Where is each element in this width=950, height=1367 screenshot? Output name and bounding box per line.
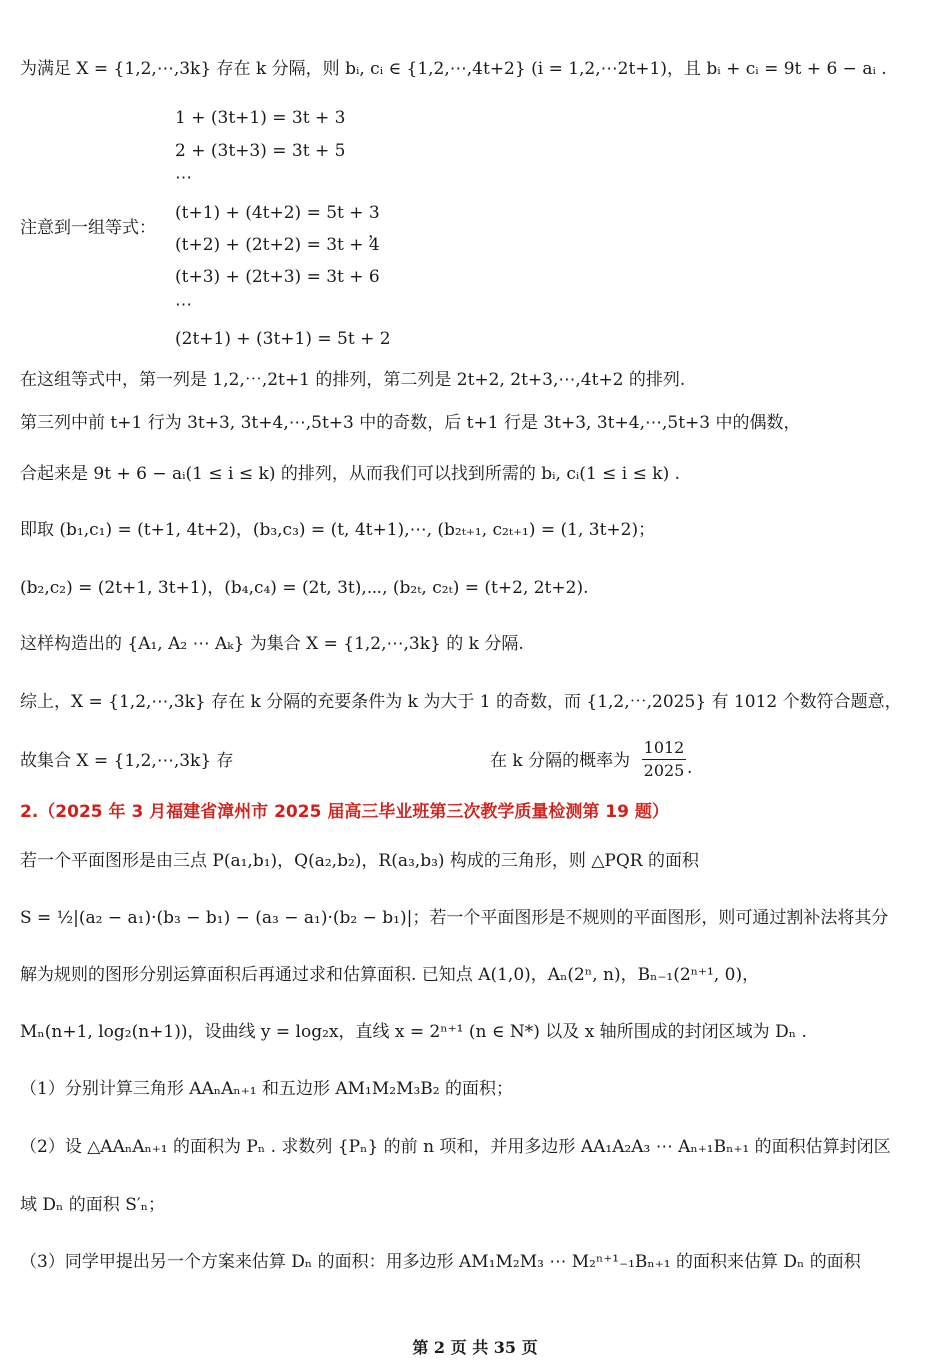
page-number: 第 2 页 共 35 页	[412, 1338, 538, 1357]
problem-heading: 2.（2025 年 3 月福建省漳州市 2025 届高三毕业班第三次教学质量检测第 19 题）	[20, 802, 669, 822]
text-line: 综上，X = {1,2,⋯,3k} 存在 k 分隔的充要条件为 k 为大于 1 的奇数，而 {1,2,⋯,2025} 有 1012 个数符合题意，	[20, 692, 902, 712]
text-line: 注意到一组等式：	[20, 218, 156, 238]
ellipsis: ⋯	[175, 295, 192, 315]
comma: ，	[368, 222, 385, 242]
text-line: 合起来是 9t + 6 − aᵢ(1 ≤ i ≤ k) 的排列，从而我们可以找到所需的 bᵢ, cᵢ(1 ≤ i ≤ k) .	[20, 464, 681, 484]
text-line: 若一个平面图形是由三点 P(a₁,b₁)，Q(a₂,b₂)，R(a₃,b₃) 构成的三角形，则 △PQR 的面积	[20, 851, 699, 871]
text-line: 在 k 分隔的概率为	[490, 751, 631, 771]
question-3: （3）同学甲提出另一个方案来估算 Dₙ 的面积：用多边形 AM₁M₂M₃ ⋯ M₂ⁿ⁺¹₋₁Bₙ₊₁ 的面积来估算 Dₙ 的面积	[20, 1252, 861, 1272]
text-line: S = ½|(a₂ − a₁)·(b₃ − b₁) − (a₃ − a₁)·(b₂ − b₁)|；若一个平面图形是不规则的平面图形，则可通过割补法将其分	[20, 908, 889, 928]
question-1: （1）分别计算三角形 AAₙAₙ₊₁ 和五边形 AM₁M₂M₃B₂ 的面积；	[20, 1079, 514, 1099]
text-line: 在这组等式中，第一列是 1,2,⋯,2t+1 的排列，第二列是 2t+2, 2t+3,⋯,4t+2 的排列.	[20, 370, 686, 390]
text-line: 为满足 X = {1,2,⋯,3k} 存在 k 分隔，则 bᵢ, cᵢ ∈ {1,2,⋯,4t+2} (i = 1,2,⋯2t+1)，且 bᵢ + cᵢ = 9t + 6 − aᵢ .	[20, 59, 887, 79]
text-line: 第三列中前 t+1 行为 3t+3, 3t+4,⋯,5t+3 中的奇数，后 t+1 行是 3t+3, 3t+4,⋯,5t+3 中的偶数，	[20, 413, 801, 433]
equation: 1 + (3t+1) = 3t + 3	[175, 108, 346, 128]
text-line: 这样构造出的 {A₁, A₂ ⋯ Aₖ} 为集合 X = {1,2,⋯,3k} 的 k 分隔.	[20, 634, 524, 654]
text-line: 即取 (b₁,c₁) = (t+1, 4t+2)，(b₃,c₃) = (t, 4t+1),⋯, (b₂ₜ₊₁, c₂ₜ₊₁) = (1, 3t+2)；	[20, 520, 656, 540]
equation: (t+2) + (2t+2) = 3t + 4	[175, 235, 380, 255]
ellipsis: ⋯	[175, 168, 192, 188]
fraction	[642, 738, 686, 781]
period: .	[687, 758, 693, 778]
text-line: 域 Dₙ 的面积 S′ₙ；	[20, 1195, 166, 1215]
text-line: 故集合 X = {1,2,⋯,3k} 存	[20, 751, 234, 771]
text-line: (b₂,c₂) = (2t+1, 3t+1)，(b₄,c₄) = (2t, 3t),⋯, (b₂ₜ, c₂ₜ) = (t+2, 2t+2).	[20, 578, 589, 598]
equation: (2t+1) + (3t+1) = 5t + 2	[175, 329, 391, 349]
question-2: （2）设 △AAₙAₙ₊₁ 的面积为 Pₙ . 求数列 {Pₙ} 的前 n 项和，并用多边形 AA₁A₂A₃ ⋯ Aₙ₊₁Bₙ₊₁ 的面积估算封闭区	[20, 1137, 891, 1157]
text-line: 解为规则的图形分别运算面积后再通过求和估算面积. 已知点 A(1,0)，Aₙ(2ⁿ, n)，Bₙ₋₁(2ⁿ⁺¹, 0)，	[20, 965, 760, 985]
equation: 2 + (3t+3) = 3t + 5	[175, 141, 346, 161]
equation: (t+3) + (2t+3) = 3t + 6	[175, 267, 380, 287]
fraction-denominator: 2025	[643, 761, 685, 780]
equation: (t+1) + (4t+2) = 5t + 3	[175, 203, 380, 223]
fraction-numerator: 1012	[643, 738, 685, 757]
text-line: Mₙ(n+1, log₂(n+1))，设曲线 y = log₂x，直线 x = 2ⁿ⁺¹ (n ∈ N*) 以及 x 轴所围成的封闭区域为 Dₙ .	[20, 1022, 807, 1042]
